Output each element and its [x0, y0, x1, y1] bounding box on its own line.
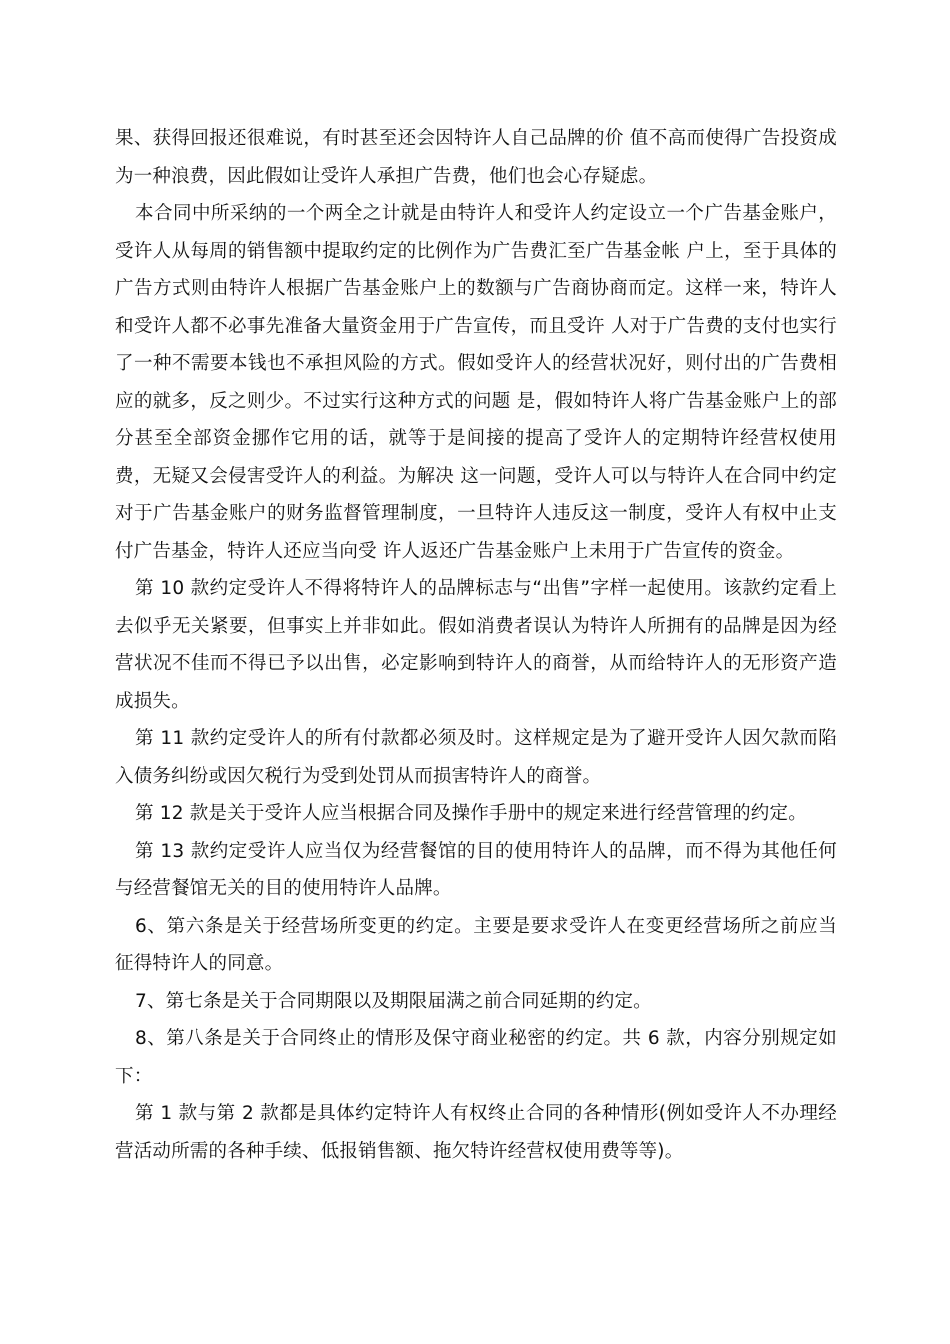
paragraph-clause-11: 第 11 款约定受许人的所有付款都必须及时。这样规定是为了避开受许人因欠款而陷入债务纠纷或因欠税行为受到处罚从而损害特许人的商誉。 [115, 728, 837, 787]
paragraph-clause-13: 第 13 款约定受许人应当仅为经营餐馆的目的使用特许人的品牌，而不得为其他任何与经营餐馆无关的目的使用特许人品牌。 [115, 840, 837, 899]
paragraph-article-7: 7、第七条是关于合同期限以及期限届满之前合同延期的约定。 [135, 990, 652, 1012]
paragraph-article-8: 8、第八条是关于合同终止的情形及保守商业秘密的约定。共 6 款，内容分别规定如下： [115, 1028, 837, 1087]
paragraph-clause-1-2: 第 1 款与第 2 款都是具体约定特许人有权终止合同的各种情形(例如受许人不办理经营活动所需的各种手续、低报销售额、拖欠特许经营权使用费等等)。 [115, 1103, 837, 1162]
paragraph-clause-10: 第 10 款约定受许人不得将特许人的品牌标志与“出售”字样一起使用。该款约定看上去似乎无关紧要，但事实上并非如此。假如消费者误认为特许人所拥有的品牌是因为经营状况不佳而不得已予以出售，必定影响到特许人的商誉，从而给特许人的无形资产造成损失。 [115, 578, 837, 712]
paragraph-article-6: 6、第六条是关于经营场所变更的约定。主要是要求受许人在变更经营场所之前应当征得特许人的同意。 [115, 915, 837, 974]
paragraph-advertising-fund: 本合同中所采纳的一个两全之计就是由特许人和受许人约定设立一个广告基金账户，受许人从每周的销售额中提取约定的比例作为广告费汇至广告基金帐 户上，至于具体的广告方式则由特许人根据广告基金账户上的数额与广告商协商而定。这样一来，特许人和受许人都不必事先准备大量资金用于广告宣传，而且受许 人对于广告费的支付也实行了一种不需要本钱也不承担风险的方式。假如受许人的经营状况好，则付出的广告费相应的就多，反之则少。不过实行这种方式的问题 是，假如特许人将广告基金账户上的部分甚至全部资金挪作它用的话，就等于是间接的提高了受许人的定期特许经营权使用费，无疑又会侵害受许人的利益。为解决 这一问题，受许人可以与特许人在合同中约定对于广告基金账户的财务监督管理制度，一旦特许人违反这一制度，受许人有权中止支付广告基金，特许人还应当向受 许人返还广告基金账户上未用于广告宣传的资金。 [115, 203, 837, 562]
document-page [115, 120, 837, 1170]
paragraph-clause-12: 第 12 款是关于受许人应当根据合同及操作手册中的规定来进行经营管理的约定。 [135, 803, 807, 824]
paragraph-continuation: 果、获得回报还很难说，有时甚至还会因特许人自己品牌的价 值不高而使得广告投资成为一种浪费，因此假如让受许人承担广告费，他们也会心存疑虑。 [115, 128, 837, 187]
